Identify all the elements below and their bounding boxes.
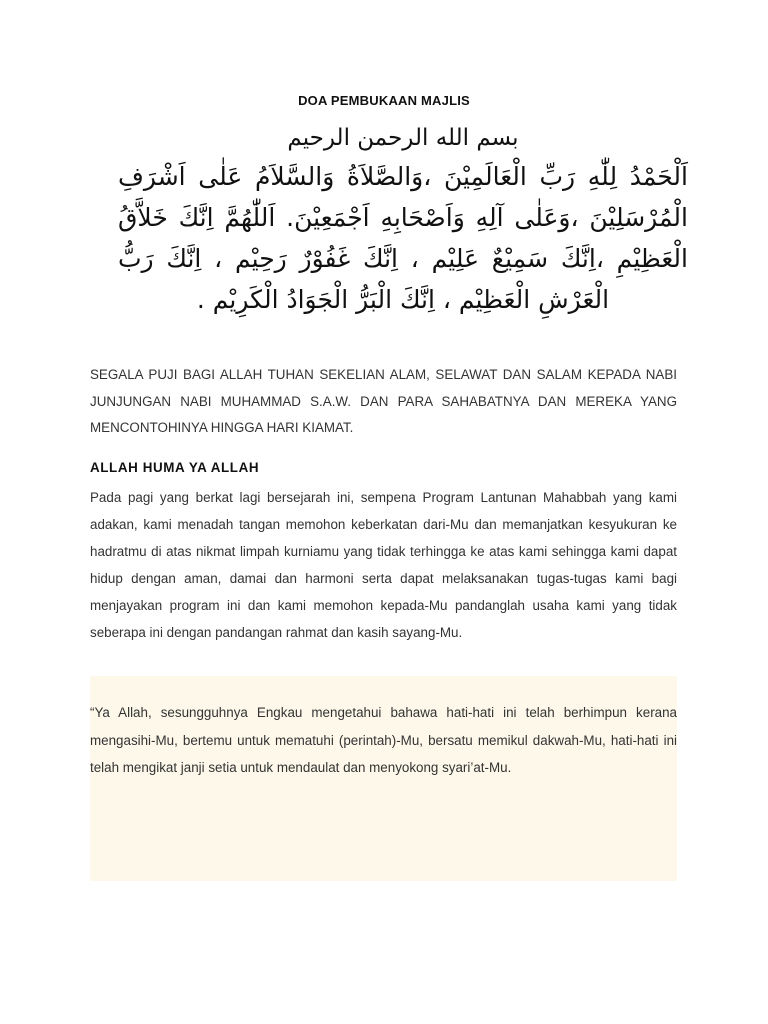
arabic-line-3: الْعَظِيْمِ ،اِنَّكَ سَمِيْعٌ عَلِيْم ، اِنَّكَ غَفُوْرٌ رَحِيْم ، اِنَّكَ رَبُّ [118, 244, 688, 273]
arabic-line-4: الْعَرْشِ الْعَظِيْم ، اِنَّكَ الْبَرُّ الْجَوَادُ الْكَرِيْم . [196, 285, 610, 314]
body-paragraph: Pada pagi yang berkat lagi bersejarah ini, sempena Program Lantunan Mahabbah yang kami adakan, kami menadah tangan memohon keberkatan dari-Mu dan memanjatkan kesyukuran ke hadratmu di atas nikmat limpah kurniamu yang tidak terhingga ke atas kami sehingga kami dapat hidup dengan aman, damai dan harmoni serta dapat melaksanakan tugas-tugas kami bagi menjayakan program ini dan kami memohon kepada-Mu pandanglah usaha kami yang tidak seberapa ini dengan pandangan rahmat dan kasih sayang-Mu. [90, 490, 677, 640]
arabic-line-2: الْمُرْسَلِيْنَ ،وَعَلٰى آلِهِ وَاَصْحَابِهِ اَجْمَعِيْنَ. اَللّٰهُمَّ اِنَّكَ خَلاَّقُ [118, 203, 688, 232]
intro-paragraph: SEGALA PUJI BAGI ALLAH TUHAN SEKELIAN ALAM, SELAWAT DAN SALAM KEPADA NABI JUNJUNGAN NABI MUHAMMAD S.A.W. DAN PARA SAHABATNYA DAN MEREKA YANG MENCONTOHINYA HINGGA HARI KIAMAT. [90, 367, 677, 435]
section-heading: ALLAH HUMA YA ALLAH [90, 460, 260, 475]
arabic-basmalah: بسم الله الرحمن الرحيم [287, 125, 519, 151]
arabic-line-1: اَلْحَمْدُ لِلّٰهِ رَبِّ الْعَالَمِيْنَ ،وَالصَّلاَةُ وَالسَّلاَمُ عَلٰى اَشْرَفِ [118, 162, 688, 191]
page-title: DOA PEMBUKAAN MAJLIS [298, 93, 470, 108]
arabic-prayer [118, 120, 688, 320]
quote-text: “Ya Allah, sesungguhnya Engkau mengetahui bahawa hati-hati ini telah berhimpun kerana mengasihi-Mu, bertemu untuk mematuhi (perintah)-Mu, bersatu memikul dakwah-Mu, hati-hati ini telah mengikat janji setia untuk mendaulat dan menyokong syari’at-Mu. [90, 705, 677, 775]
